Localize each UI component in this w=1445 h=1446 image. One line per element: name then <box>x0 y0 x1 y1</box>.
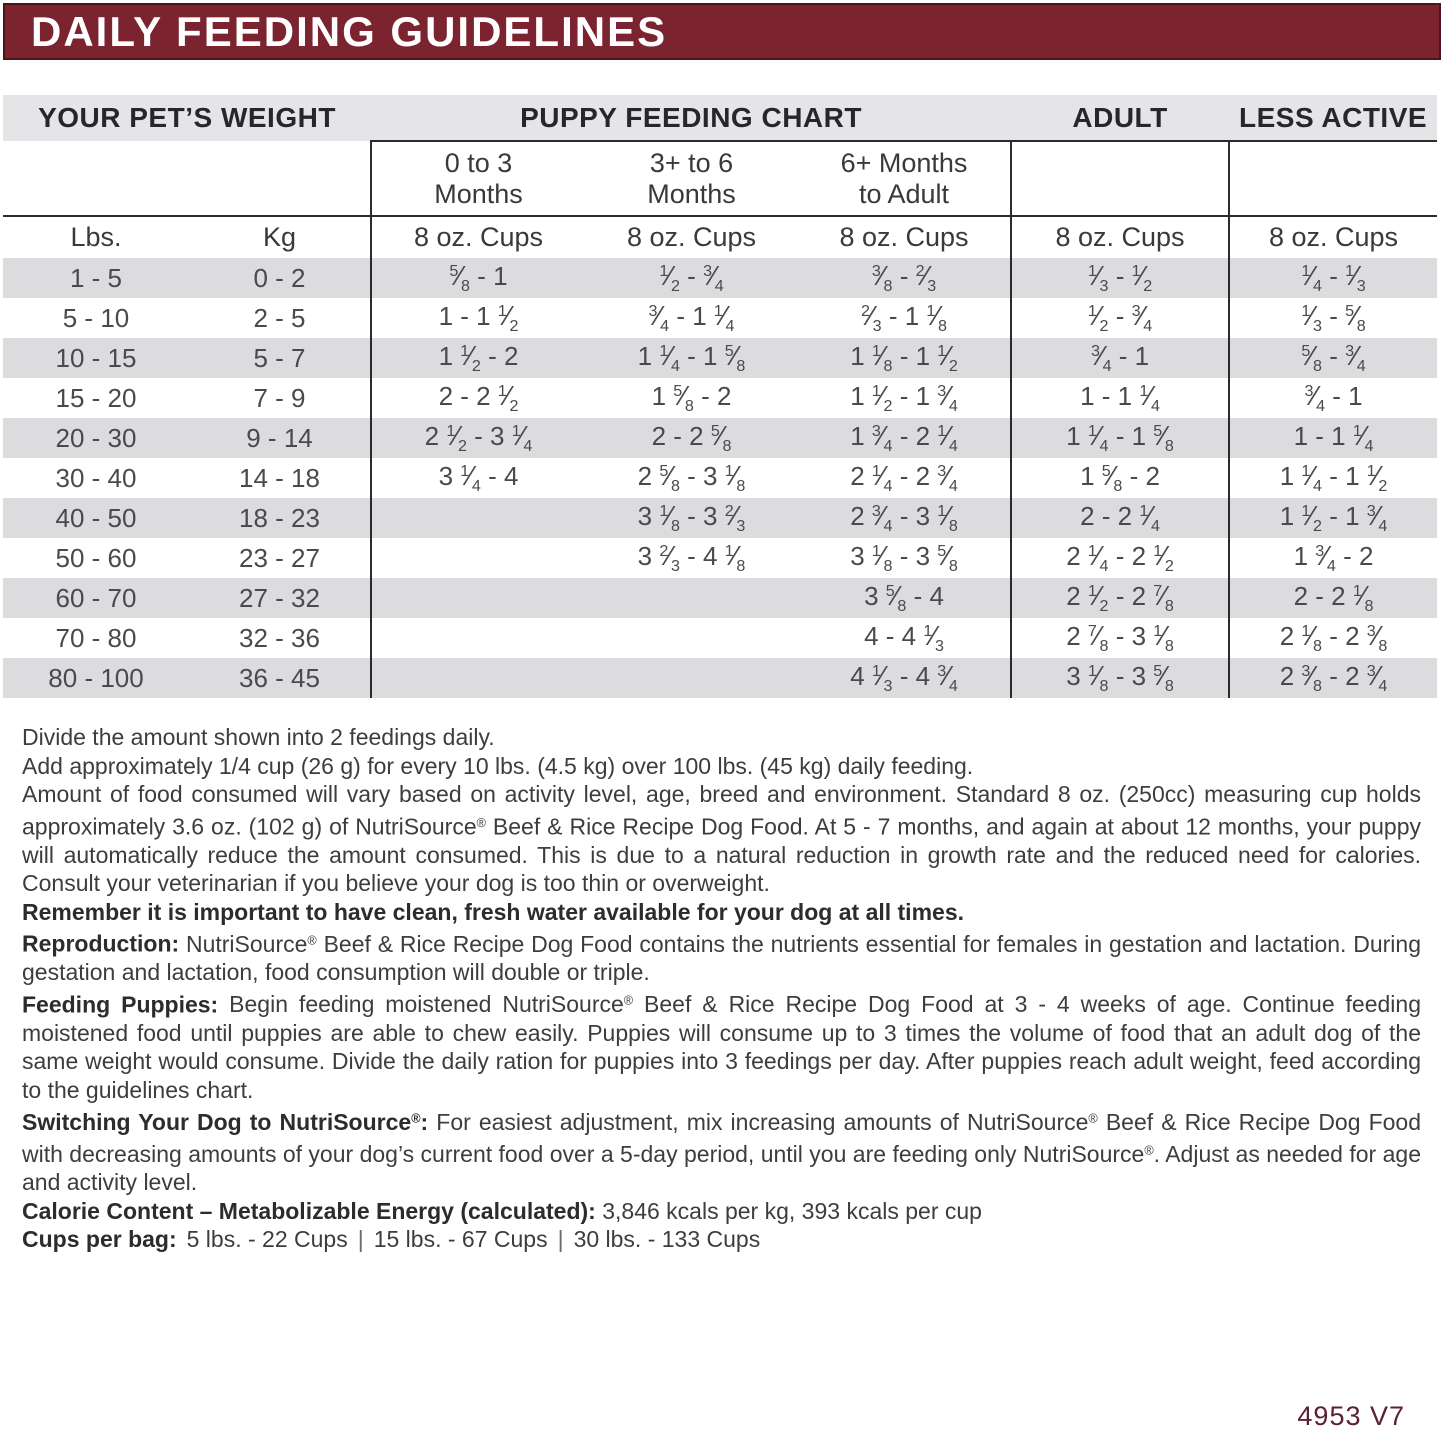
unit-lbs: Lbs. <box>3 216 189 258</box>
adult-cell: 1 $^1⁄_4 - 1$ $^5⁄_8$ <box>1011 418 1229 458</box>
table-row <box>3 498 1437 538</box>
puppy-3-6-cell: $^1⁄_2$ - $^3⁄_4$ <box>585 258 798 298</box>
less-active-cell: 1 $^3⁄_4 - 2$ <box>1229 538 1437 578</box>
less-active-cell: 1 $^1⁄_2 - 1$ $^3⁄_4$ <box>1229 498 1437 538</box>
age-col-6-adult <box>798 141 1011 216</box>
lbs-cell: 70 - 80 <box>55 622 137 653</box>
feeding-table-body <box>3 258 1437 698</box>
lbs-cell: 30 - 40 <box>55 462 137 493</box>
age-range-row <box>3 141 1437 216</box>
note-amount-varies: Amount of food consumed will vary based on activity level, age, breed and environment. Standard 8 oz. (250cc) measuring cup holds approximately 3.6 oz. (102 g) of NutriSource® Beef & Rice Recipe Dog Food. At 5 - 7 months, and again at about 12 months, your puppy will automatically reduce the amount consumed. This is due to a natural reduction in growth rate and the reduced need for calories. Consult your veterinarian if you believe your dog is too thin or overweight. <box>22 781 1421 897</box>
section-lead: Reproduction: <box>22 930 180 957</box>
kg-cell: 14 - 18 <box>239 462 320 493</box>
lbs-cell: 60 - 70 <box>3 578 189 618</box>
section-text: NutriSource® Beef & Rice Recipe Dog Food contains the nutrients essential for females in gestation and lactation. During gestation and lactation, food consumption will double or triple. <box>22 930 1422 986</box>
adult-cell: 2 - 2 $^1⁄_4$ <box>1011 498 1229 538</box>
puppy-0-3-cell: 2 $^1⁄_2 - 3$ $^1⁄_4$ <box>371 418 585 458</box>
section-text: Begin feeding moistened NutriSource® Beef & Rice Recipe Dog Food at 3 - 4 weeks of age. Continue feeding moistened food until puppies are able to chew easily. Puppies will consume up to 3 times the volume of food that an adult dog of the same weight would consume. Divide the daily ration for puppies into 3 feedings per day. After puppies reach adult weight, feed according to the guidelines chart. <box>22 991 1422 1103</box>
age-label-line: Months <box>434 178 523 209</box>
table-row <box>3 618 1437 658</box>
group-header-adult: ADULT <box>1011 95 1229 141</box>
kg-cell: 7 - 9 <box>253 382 306 413</box>
lbs-cell: 15 - 20 <box>55 382 137 413</box>
section-feeding-puppies <box>22 987 1421 1105</box>
puppy-3-6-cell <box>585 658 798 698</box>
calorie-lead: Calorie Content – Metabolizable Energy (calculated): <box>22 1197 596 1224</box>
puppy-0-3-cell <box>371 538 585 578</box>
less-active-cell: 1 $^1⁄_4 - 1$ $^1⁄_2$ <box>1229 458 1437 498</box>
puppy-3-6-cell: 1 $^1⁄_4 - 1$ $^5⁄_8$ <box>585 338 798 378</box>
section-reproduction <box>22 926 1421 987</box>
adult-cell: $^1⁄_3$ - $^1⁄_2$ <box>1011 258 1229 298</box>
table-row <box>3 458 1437 498</box>
puppy-6-adult-cell: 1 $^1⁄_2 - 1$ $^3⁄_4$ <box>850 380 958 415</box>
puppy-0-3-cell: 1 $^1⁄_2 - 2$ <box>371 338 585 378</box>
title-banner <box>3 3 1441 60</box>
adult-cell: 3 $^1⁄_8 - 3$ $^5⁄_8$ <box>1011 658 1229 698</box>
cups-separator: | <box>557 1226 564 1253</box>
puppy-6-adult-cell: 3 $^1⁄_8 - 3$ $^5⁄_8$ <box>850 540 958 575</box>
unit-cups-3-6: 8 oz. Cups <box>585 216 798 258</box>
unit-kg: Kg <box>189 216 371 258</box>
unit-cups-less-active: 8 oz. Cups <box>1229 216 1437 258</box>
age-label-line: 6+ Months <box>840 147 968 178</box>
kg-cell: 23 - 27 <box>239 542 320 573</box>
adult-cell: 1 $^5⁄_8 - 2$ <box>1011 458 1229 498</box>
footer-code: 4953 V7 <box>1297 1401 1405 1431</box>
cups-item: 30 lbs. - 133 Cups <box>573 1226 761 1253</box>
unit-cups-6-adult: 8 oz. Cups <box>798 216 1011 258</box>
puppy-0-3-cell <box>371 498 585 538</box>
kg-cell: 2 - 5 <box>253 302 306 333</box>
age-label-line: 3+ to 6 <box>649 147 734 178</box>
less-active-cell: $^1⁄_4$ - $^1⁄_3$ <box>1229 258 1437 298</box>
puppy-0-3-cell: 1 - 1 $^1⁄_2$ <box>371 298 585 338</box>
kg-cell: 5 - 7 <box>189 338 371 378</box>
kg-cell: 0 - 2 <box>189 258 371 298</box>
age-col-0-3-months <box>371 141 585 216</box>
less-active-cell: 2 - 2 $^1⁄_8$ <box>1229 578 1437 618</box>
age-label-line: 0 to 3 <box>444 147 513 178</box>
units-row <box>3 216 1437 258</box>
calorie-value: 3,846 kcals per kg, 393 kcals per cup <box>602 1197 982 1224</box>
puppy-6-adult-cell: 1 $^1⁄_8 - 1$ $^1⁄_2$ <box>798 338 1011 378</box>
kg-cell: 36 - 45 <box>189 658 371 698</box>
calorie-content-line <box>22 1197 1421 1226</box>
age-less-active-spacer <box>1229 141 1437 216</box>
cups-lead: Cups per bag: <box>22 1226 177 1253</box>
age-range-spacer <box>3 141 371 216</box>
cups-separator: | <box>357 1226 364 1253</box>
age-col-3-6-months <box>585 141 798 216</box>
puppy-0-3-cell: 2 - 2 $^1⁄_2$ <box>371 378 585 418</box>
less-active-cell: 2 $^1⁄_8 - 2$ $^3⁄_8$ <box>1229 618 1437 658</box>
group-header-less-active: LESS ACTIVE <box>1229 95 1437 141</box>
section-lead: Switching Your Dog to NutriSource®: <box>22 1108 429 1135</box>
adult-cell: $^1⁄_2$ - $^3⁄_4$ <box>1011 298 1229 338</box>
kg-cell: 18 - 23 <box>189 498 371 538</box>
feeding-table <box>3 95 1437 698</box>
adult-cell: 2 $^1⁄_4 - 2$ $^1⁄_2$ <box>1011 538 1229 578</box>
table-row <box>3 378 1437 418</box>
guidelines-copy <box>22 723 1421 1254</box>
less-active-cell: 2 $^3⁄_8 - 2$ $^3⁄_4$ <box>1229 658 1437 698</box>
section-lead: Feeding Puppies: <box>22 991 219 1018</box>
feeding-table-wrap <box>3 95 1437 698</box>
table-row <box>3 338 1437 378</box>
note-add-quarter-cup: Add approximately 1/4 cup (26 g) for every 10 lbs. (4.5 kg) over 100 lbs. (45 kg) daily feeding. <box>22 752 974 779</box>
cups-per-bag-line <box>22 1225 1421 1254</box>
puppy-0-3-cell <box>371 578 585 618</box>
adult-cell: 2 $^1⁄_2 - 2$ $^7⁄_8$ <box>1011 578 1229 618</box>
less-active-cell: $^5⁄_8$ - $^3⁄_4$ <box>1229 338 1437 378</box>
puppy-6-adult-cell: 2 $^1⁄_4 - 2$ $^3⁄_4$ <box>850 460 958 495</box>
group-header-row <box>3 95 1437 141</box>
lbs-cell: 40 - 50 <box>3 498 189 538</box>
puppy-6-adult-cell: 4 - 4 $^1⁄_3$ <box>864 620 944 655</box>
puppy-6-adult-cell: 1 $^3⁄_4 - 2$ $^1⁄_4$ <box>798 418 1011 458</box>
unit-cups-0-3: 8 oz. Cups <box>371 216 585 258</box>
puppy-6-adult-cell: $^3⁄_8$ - $^2⁄_3$ <box>798 258 1011 298</box>
group-header-puppy-chart: PUPPY FEEDING CHART <box>371 95 1011 141</box>
lbs-cell: 20 - 30 <box>3 418 189 458</box>
cups-item: 15 lbs. - 67 Cups <box>373 1226 548 1253</box>
puppy-6-adult-cell: $^2⁄_3 - 1$ $^1⁄_8$ <box>861 300 948 335</box>
group-header-pet-weight: YOUR PET’S WEIGHT <box>3 95 371 141</box>
section-text: For easiest adjustment, mix increasing amounts of NutriSource® Beef & Rice Recipe Dog Food with decreasing amounts of your dog’s current food over a 5-day period, until you are feeding only NutriSource®. Adjust as needed for age and activity level. <box>22 1108 1422 1196</box>
puppy-3-6-cell: 2 - 2 $^5⁄_8$ <box>585 418 798 458</box>
puppy-0-3-cell: 3 $^1⁄_4 - 4$ <box>371 458 585 498</box>
note-fresh-water: Remember it is important to have clean, fresh water available for your dog at all times. <box>22 898 965 925</box>
note-divide: Divide the amount shown into 2 feedings daily. <box>22 724 495 750</box>
kg-cell: 32 - 36 <box>239 622 320 653</box>
adult-cell: $^3⁄_4 - 1$ <box>1011 338 1229 378</box>
less-active-cell: $^3⁄_4 - 1$ <box>1229 378 1437 418</box>
unit-cups-adult: 8 oz. Cups <box>1011 216 1229 258</box>
age-adult-spacer <box>1011 141 1229 216</box>
puppy-6-adult-cell: 2 $^3⁄_4 - 3$ $^1⁄_8$ <box>798 498 1011 538</box>
table-row <box>3 418 1437 458</box>
puppy-3-6-cell: 3 $^2⁄_3 - 4$ $^1⁄_8$ <box>637 540 746 575</box>
kg-cell: 27 - 32 <box>189 578 371 618</box>
lbs-cell: 1 - 5 <box>3 258 189 298</box>
puppy-3-6-cell: $^3⁄_4 - 1$ $^1⁄_4$ <box>648 300 735 335</box>
adult-cell: 2 $^7⁄_8 - 3$ $^1⁄_8$ <box>1011 618 1229 658</box>
puppy-3-6-cell: 1 $^5⁄_8 - 2$ <box>651 380 732 415</box>
lbs-cell: 50 - 60 <box>55 542 137 573</box>
cups-item: 5 lbs. - 22 Cups <box>186 1226 348 1253</box>
table-row <box>3 538 1437 578</box>
puppy-3-6-cell: 2 $^5⁄_8 - 3$ $^1⁄_8$ <box>637 460 746 495</box>
table-row <box>3 258 1437 298</box>
less-active-cell: 1 - 1 $^1⁄_4$ <box>1229 418 1437 458</box>
kg-cell: 9 - 14 <box>189 418 371 458</box>
less-active-cell: $^1⁄_3$ - $^5⁄_8$ <box>1229 298 1437 338</box>
puppy-6-adult-cell: 4 $^1⁄_3 - 4$ $^3⁄_4$ <box>798 658 1011 698</box>
page-title: DAILY FEEDING GUIDELINES <box>31 7 668 55</box>
age-label-line: to Adult <box>858 178 950 209</box>
table-row <box>3 578 1437 618</box>
age-label-line: Months <box>647 178 736 209</box>
lbs-cell: 80 - 100 <box>3 658 189 698</box>
puppy-3-6-cell <box>585 618 798 658</box>
puppy-3-6-cell <box>585 578 798 618</box>
puppy-3-6-cell: 3 $^1⁄_8 - 3$ $^2⁄_3$ <box>585 498 798 538</box>
adult-cell: 1 - 1 $^1⁄_4$ <box>1011 378 1229 418</box>
puppy-6-adult-cell: 3 $^5⁄_8 - 4$ <box>798 578 1011 618</box>
table-row <box>3 658 1437 698</box>
lbs-cell: 10 - 15 <box>3 338 189 378</box>
puppy-0-3-cell <box>371 618 585 658</box>
table-row <box>3 298 1437 338</box>
puppy-0-3-cell <box>371 658 585 698</box>
section-switching <box>22 1104 1421 1197</box>
puppy-0-3-cell: $^5⁄_8 - 1$ <box>371 258 585 298</box>
lbs-cell: 5 - 10 <box>62 302 130 333</box>
